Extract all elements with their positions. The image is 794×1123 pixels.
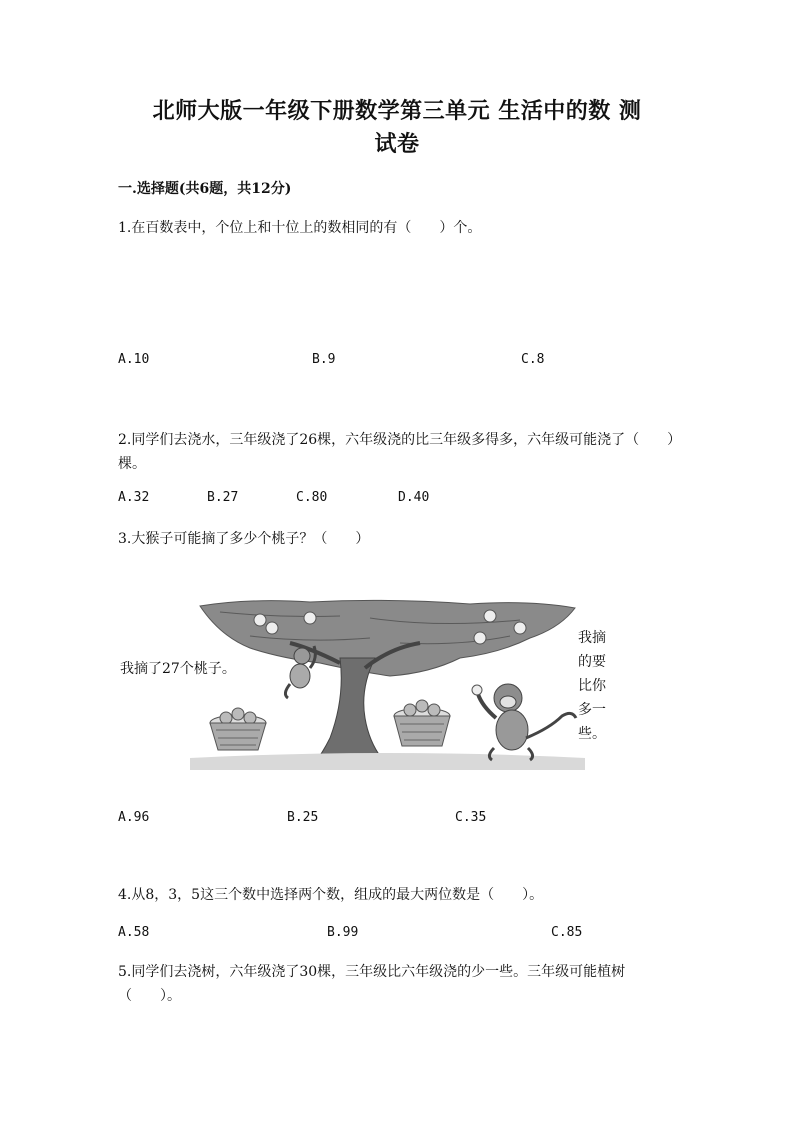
q1-option-c: C.8 — [521, 352, 545, 367]
q4-option-b: B.99 — [327, 925, 359, 940]
tree-picture — [190, 598, 585, 770]
q1-option-b: B.9 — [312, 352, 336, 367]
q3-option-c: C.35 — [455, 810, 487, 825]
page-title — [0, 95, 794, 161]
q2-option-b: B.27 — [207, 490, 239, 505]
q2-option-a: A.32 — [118, 490, 150, 505]
right-speech-line-2: 比你多一些。 — [578, 678, 606, 742]
title-line-2: 试卷 — [374, 131, 420, 157]
question-2: 2.同学们去浇水，三年级浇了26棵，六年级浇的比三年级多得多，六年级可能浇了（ ）棵。 — [118, 432, 675, 472]
question-4: 4.从8，3，5这三个数中选择两个数，组成的最大两位数是（ ）。 — [118, 887, 544, 903]
q1-option-a: A.10 — [118, 352, 150, 367]
left-speech-text: 我摘了27个桃子。 — [120, 661, 236, 677]
monkey-tree-illustration — [120, 598, 606, 770]
q2-option-c: C.80 — [296, 490, 328, 505]
q2-option-d: D.40 — [398, 490, 430, 505]
question-1: 1.在百数表中，个位上和十位上的数相同的有（ ）个。 — [118, 220, 482, 236]
section-heading: 一.选择题(共6题，共12分) — [118, 181, 292, 197]
question-3: 3.大猴子可能摘了多少个桃子？（ ） — [118, 531, 370, 547]
right-speech-line-1: 我摘的要 — [578, 630, 606, 670]
title-line-1: 北师大版一年级下册数学第三单元 生活中的数 测 — [152, 98, 642, 124]
q4-option-a: A.58 — [118, 925, 150, 940]
right-speech-bubble — [578, 626, 606, 746]
q3-option-a: A.96 — [118, 810, 150, 825]
q4-option-c: C.85 — [551, 925, 583, 940]
question-5: 5.同学们去浇树，六年级浇了30棵，三年级比六年级浇的少一些。三年级可能植树（ ）。 — [118, 964, 626, 1004]
q3-option-b: B.25 — [287, 810, 319, 825]
